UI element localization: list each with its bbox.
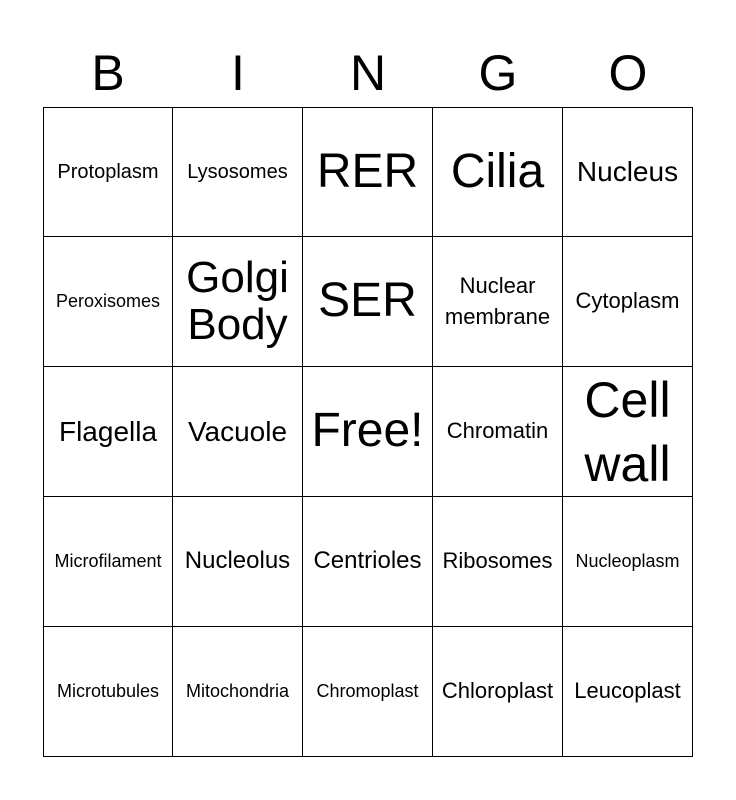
bingo-header (43, 40, 693, 106)
bingo-cell: Flagella (43, 367, 173, 497)
bingo-cell: Lysosomes (173, 107, 303, 237)
header-letter-n: N (349, 45, 387, 101)
bingo-cell: Microtubules (43, 627, 173, 757)
bingo-cell: Mitochondria (173, 627, 303, 757)
bingo-cell: Protoplasm (43, 107, 173, 237)
bingo-board (43, 107, 693, 757)
header-letter-b: B (91, 45, 125, 101)
bingo-cell: Golgi Body (173, 237, 303, 367)
bingo-cell: Centrioles (303, 497, 433, 627)
bingo-cell: Microfilament (43, 497, 173, 627)
bingo-cell: Cell wall (563, 367, 693, 497)
bingo-cell: Chloroplast (433, 627, 563, 757)
bingo-cell: Chromoplast (303, 627, 433, 757)
bingo-cell: Nucleoplasm (563, 497, 693, 627)
header-letter-i: I (231, 45, 245, 101)
bingo-cell: Vacuole (173, 367, 303, 497)
bingo-cell: Peroxisomes (43, 237, 173, 367)
bingo-cell: Free! (303, 367, 433, 497)
bingo-cell: Chromatin (433, 367, 563, 497)
bingo-cell: Leucoplast (563, 627, 693, 757)
bingo-cell: Cilia (433, 107, 563, 237)
bingo-cell: Nucleolus (173, 497, 303, 627)
header-letter-g: G (478, 45, 518, 101)
bingo-cell: Nucleus (563, 107, 693, 237)
bingo-cell: Ribosomes (433, 497, 563, 627)
bingo-cell: RER (303, 107, 433, 237)
bingo-cell: Nuclear membrane (433, 237, 563, 367)
header-letter-o: O (608, 45, 648, 101)
bingo-cell: SER (303, 237, 433, 367)
bingo-cell: Cytoplasm (563, 237, 693, 367)
